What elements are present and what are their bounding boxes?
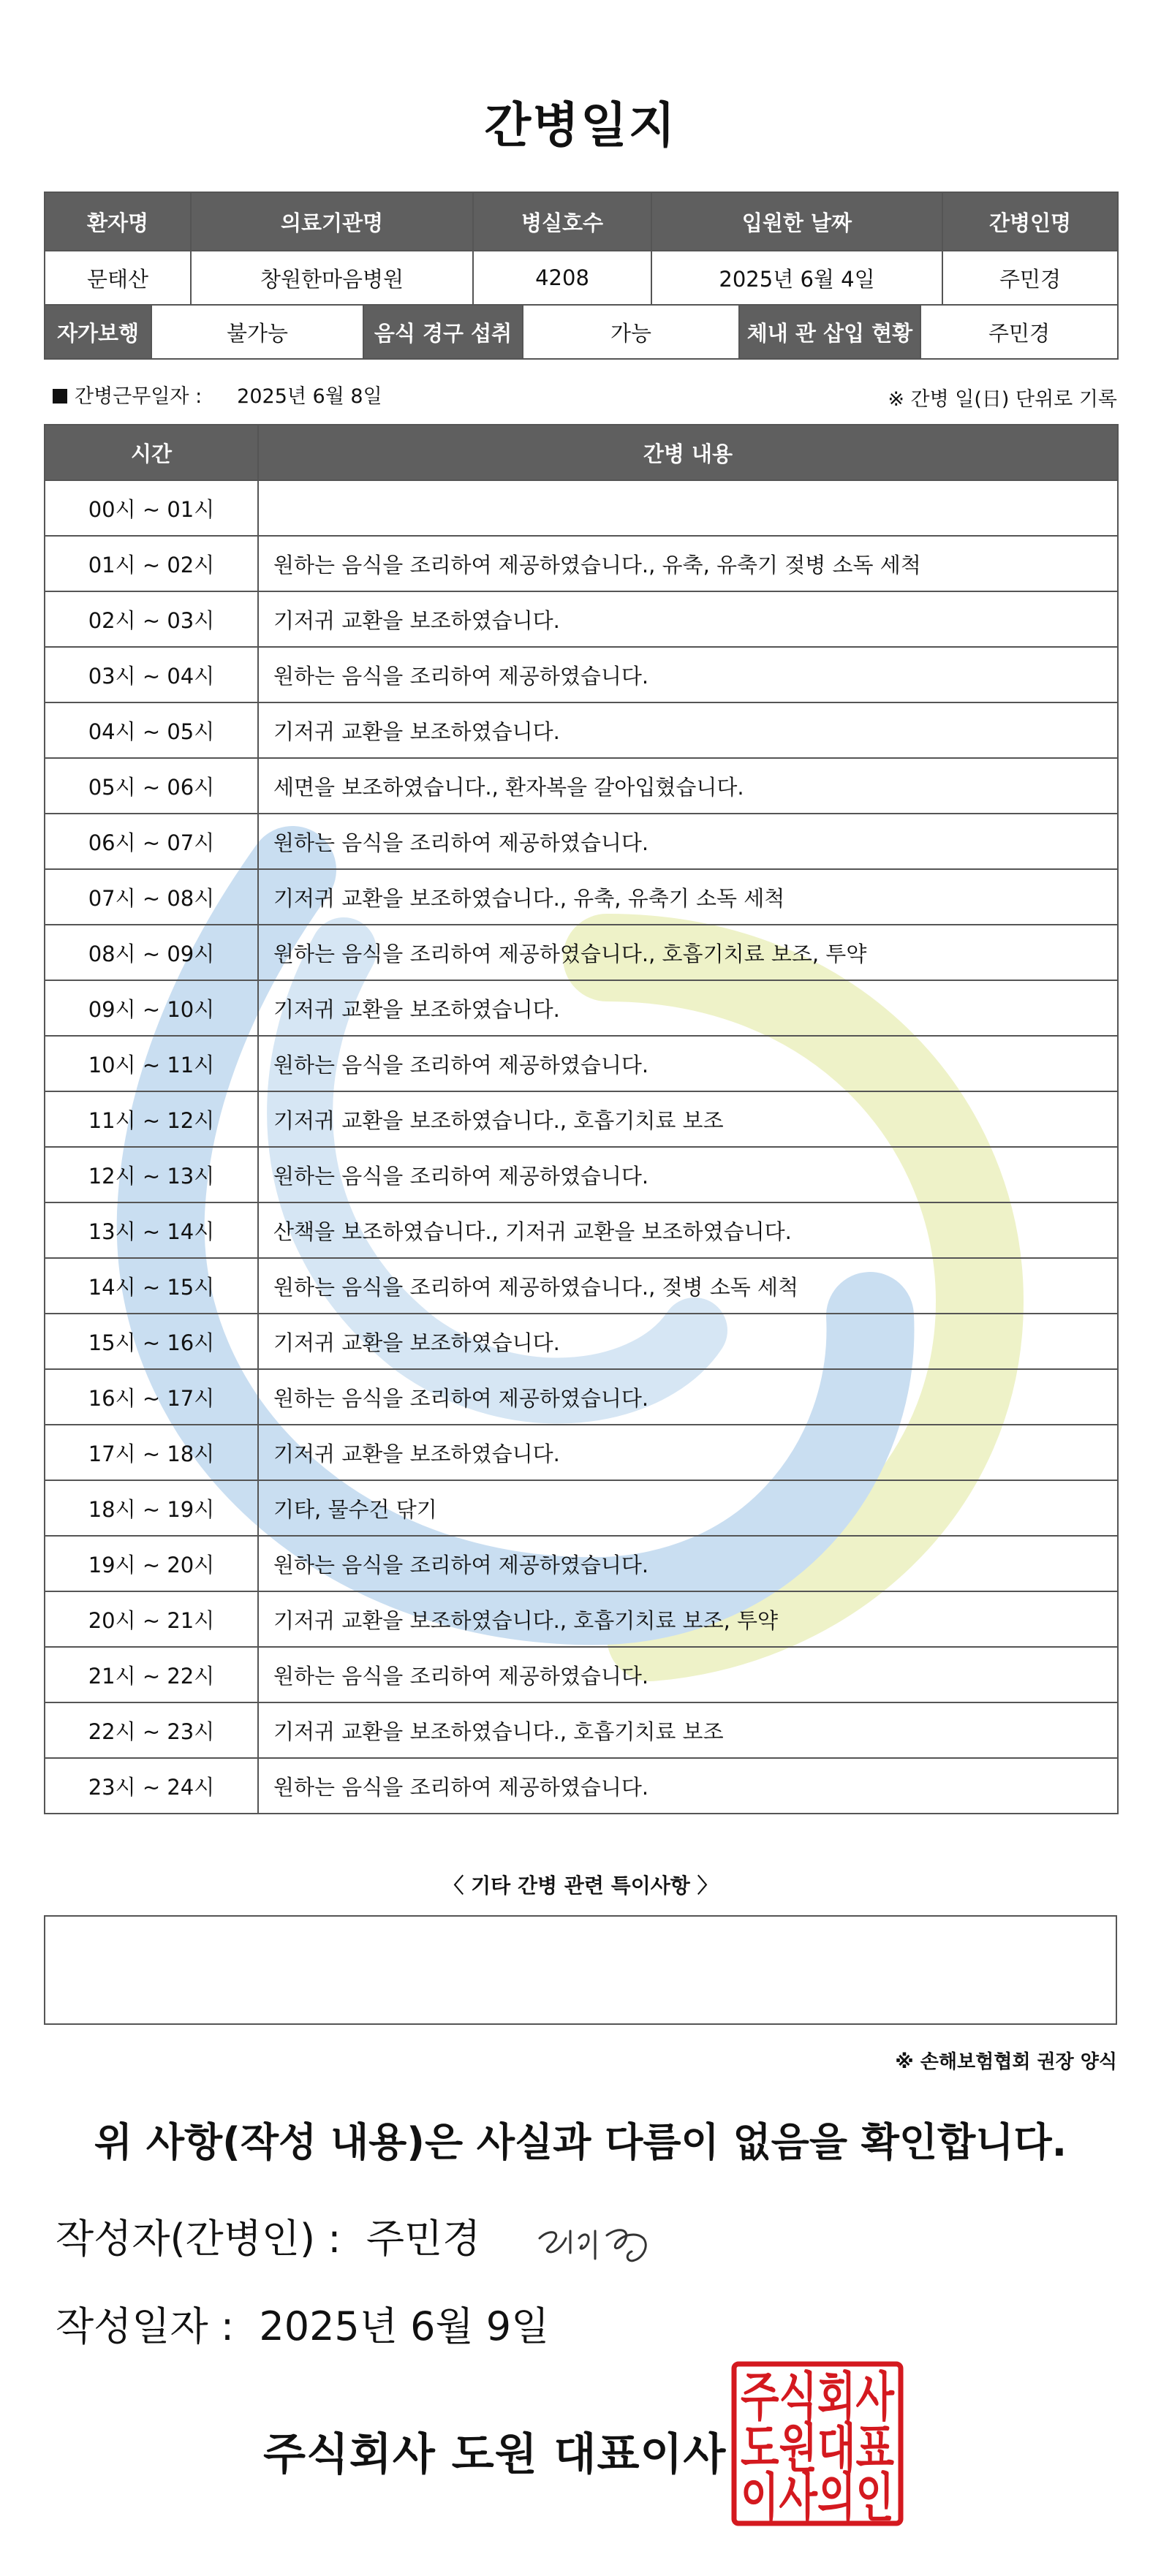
log-time: 12시 ~ 13시 [45,1147,258,1202]
log-content: 원하는 음식을 조리하여 제공하였습니다. [258,1758,1118,1814]
admission-date: 2025년 6월 4일 [651,251,942,305]
tube-label: 체내 관 삽입 현황 [739,305,920,359]
log-row [45,702,1118,758]
log-row [45,758,1118,814]
log-time: 04시 ~ 05시 [45,702,258,758]
log-time: 09시 ~ 10시 [45,980,258,1036]
log-time: 21시 ~ 22시 [45,1647,258,1702]
log-time: 02시 ~ 03시 [45,591,258,647]
seal-line-1: 주식회사 [741,2366,896,2428]
log-row [45,1202,1118,1258]
log-row [45,869,1118,925]
caregiver-name: 주민경 [942,251,1118,305]
log-row [45,1314,1118,1369]
log-time: 03시 ~ 04시 [45,647,258,702]
log-content: 기저귀 교환을 보조하였습니다., 유축, 유축기 소독 세척 [258,869,1118,925]
info-header-admission-date: 입원한 날짜 [651,192,942,251]
log-header-content: 간병 내용 [258,425,1118,480]
log-time: 08시 ~ 09시 [45,925,258,980]
log-time: 15시 ~ 16시 [45,1314,258,1369]
patient-status-table [44,304,1119,360]
log-content: 기저귀 교환을 보조하였습니다., 호흡기치료 보조, 투약 [258,1591,1118,1647]
log-time: 13시 ~ 14시 [45,1202,258,1258]
log-header-time: 시간 [45,425,258,480]
log-row [45,1147,1118,1202]
log-row [45,591,1118,647]
info-header-caregiver: 간병인명 [942,192,1118,251]
log-content: 기저귀 교환을 보조하였습니다. [258,702,1118,758]
recommend-note: ※ 손해보험협회 권장 양식 [895,2051,1117,2073]
log-content: 기저귀 교환을 보조하였습니다., 호흡기치료 보조 [258,1091,1118,1147]
hospital-name: 창원한마음병원 [191,251,473,305]
log-time: 22시 ~ 23시 [45,1702,258,1758]
log-row [45,1425,1118,1480]
notes-title: 〈 기타 간병 관련 특이사항 〉 [443,1874,718,1898]
writer-line [56,2208,480,2264]
info-header-hospital: 의료기관명 [191,192,473,251]
notes-box [44,1915,1117,2025]
tube-value: 주민경 [920,305,1118,359]
log-time: 18시 ~ 19시 [45,1480,258,1536]
patient-name: 문태산 [45,251,191,305]
write-date-value: 2025년 6월 9일 [259,2303,550,2349]
page-title: 간병일지 [484,97,677,154]
log-time: 17시 ~ 18시 [45,1425,258,1480]
log-content: 기저귀 교환을 보조하였습니다. [258,1314,1118,1369]
square-bullet-icon [53,389,67,404]
log-time: 16시 ~ 17시 [45,1369,258,1425]
log-content: 기저귀 교환을 보조하였습니다. [258,591,1118,647]
log-body [45,480,1118,1814]
log-row [45,1036,1118,1091]
writer-label: 작성자(간병인) : [56,2216,341,2262]
log-time: 19시 ~ 20시 [45,1536,258,1591]
log-row [45,814,1118,869]
seal-line-3: 이사의인 [741,2467,894,2528]
log-content: 원하는 음식을 조리하여 제공하였습니다. [258,1147,1118,1202]
log-content: 원하는 음식을 조리하여 제공하였습니다., 젖병 소독 세척 [258,1258,1118,1314]
log-content: 기저귀 교환을 보조하였습니다. [258,1425,1118,1480]
info-header-patient: 환자명 [45,192,191,251]
signature-icon [534,2209,680,2275]
log-content: 원하는 음식을 조리하여 제공하였습니다. [258,1647,1118,1702]
work-date-value: 2025년 6월 8일 [237,385,382,408]
info-header-row [45,192,1118,251]
log-content: 원하는 음식을 조리하여 제공하였습니다. [258,1369,1118,1425]
log-time: 23시 ~ 24시 [45,1758,258,1814]
log-row [45,1591,1118,1647]
log-row [45,480,1118,536]
log-time: 06시 ~ 07시 [45,814,258,869]
log-time: 14시 ~ 15시 [45,1258,258,1314]
log-row [45,647,1118,702]
log-row [45,1091,1118,1147]
log-time: 20시 ~ 21시 [45,1591,258,1647]
log-header-row [45,425,1118,480]
writer-name: 주민경 [366,2216,481,2262]
log-content: 원하는 음식을 조리하여 제공하였습니다. [258,647,1118,702]
log-row [45,1758,1118,1814]
log-time: 07시 ~ 08시 [45,869,258,925]
log-content: 원하는 음식을 조리하여 제공하였습니다. [258,1536,1118,1591]
log-content: 기저귀 교환을 보조하였습니다. [258,980,1118,1036]
work-date-label: 간병근무일자 : [75,385,203,408]
log-row [45,1258,1118,1314]
log-content: 원하는 음식을 조리하여 제공하였습니다. [258,1036,1118,1091]
company-seal-icon [731,2361,904,2526]
log-content: 원하는 음식을 조리하여 제공하였습니다., 호흡기치료 보조, 투약 [258,925,1118,980]
seal-line-2: 도원대표 [741,2417,895,2479]
log-time: 10시 ~ 11시 [45,1036,258,1091]
info-header-room: 병실호수 [473,192,651,251]
log-row [45,980,1118,1036]
log-content: 기저귀 교환을 보조하였습니다., 호흡기치료 보조 [258,1702,1118,1758]
room-number: 4208 [473,251,651,305]
log-row [45,1369,1118,1425]
log-content: 산책을 보조하였습니다., 기저귀 교환을 보조하였습니다. [258,1202,1118,1258]
info-value-row [45,251,1118,305]
patient-info-table [44,192,1119,306]
walk-value: 불가능 [151,305,363,359]
log-row [45,1702,1118,1758]
walk-label: 자가보행 [45,305,151,359]
log-content [258,480,1118,536]
work-date [53,380,382,409]
oral-intake-value: 가능 [523,305,739,359]
log-row [45,536,1118,591]
status-row [45,305,1118,359]
log-content: 원하는 음식을 조리하여 제공하였습니다., 유축, 유축기 젖병 소독 세척 [258,536,1118,591]
log-row [45,1647,1118,1702]
log-time: 00시 ~ 01시 [45,480,258,536]
log-content: 세면을 보조하였습니다., 환자복을 갈아입혔습니다. [258,758,1118,814]
log-row [45,1480,1118,1536]
company-representative: 주식회사 도원 대표이사 [263,2429,727,2480]
confirmation-statement: 위 사항(작성 내용)은 사실과 다름이 없음을 확인합니다. [94,2119,1067,2165]
log-time: 11시 ~ 12시 [45,1091,258,1147]
log-row [45,1536,1118,1591]
log-row [45,925,1118,980]
log-time: 05시 ~ 06시 [45,758,258,814]
log-time: 01시 ~ 02시 [45,536,258,591]
unit-note: ※ 간병 일(日) 단위로 기록 [888,388,1117,411]
care-log-table [44,424,1119,1814]
oral-intake-label: 음식 경구 섭취 [363,305,523,359]
write-date-line [56,2295,549,2352]
log-content: 기타, 물수건 닦기 [258,1480,1118,1536]
log-content: 원하는 음식을 조리하여 제공하였습니다. [258,814,1118,869]
write-date-label: 작성일자 : [56,2303,235,2349]
